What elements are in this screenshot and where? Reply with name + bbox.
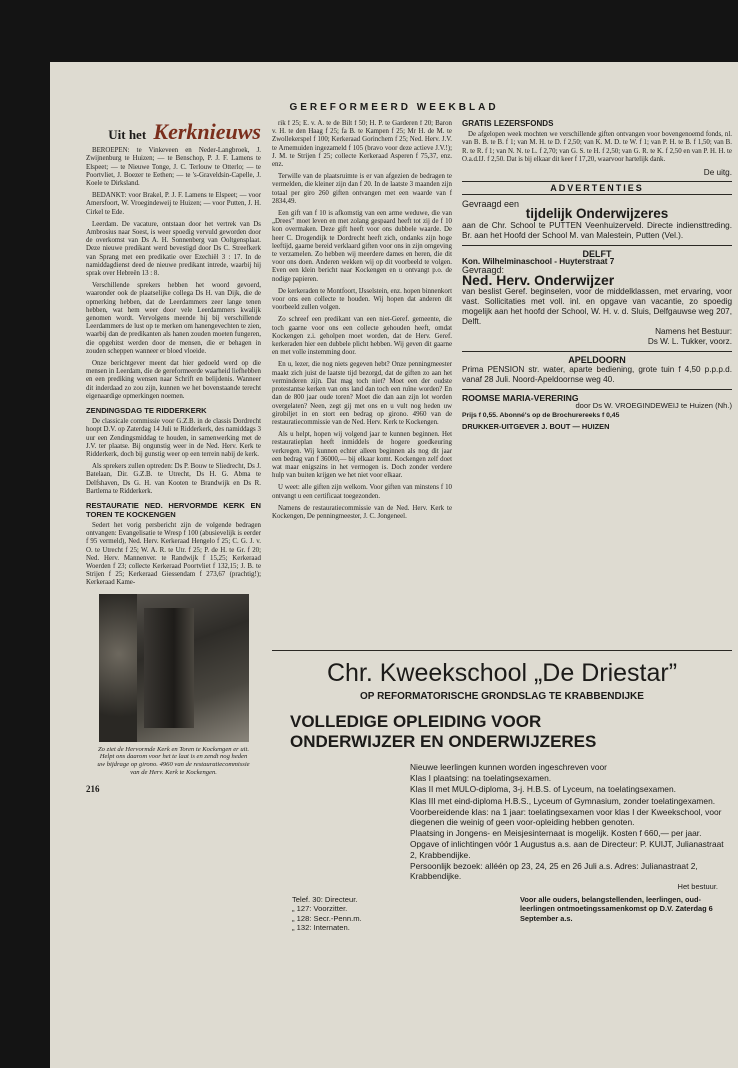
ad4-title: ROOMSE MARIA-VERERING	[462, 392, 579, 403]
leerdam-paragraph-3: Onze berichtgever meent dat hier gedoeld werd op die mensen in Leerdam, die de gereformeerde waarheid liefhebben en een prediking wensen naar Schrift en belijdenis. Wanneer dit inderdaad zo zou zijn, kunnen we het bovenstaande terecht eigenaardige opmerkingen noemen.	[86, 360, 261, 400]
detail-row: Voorbereidende klas: na 1 jaar: toelatingsexamen voor klas I der Kweekschool, voor diegenen die weinig of geen voor-opleiding hebben genoten.	[410, 806, 722, 828]
restauratie-paragraph-1: Sedert het vorig persbericht zijn de volgende bedragen ontvangen: Evangelisatie te Wresp f 100 (abusievelijk is eerder f 95 vermeld), Ned. Herv. Kerkeraad Hengelo f 25; C. G. J. v. O. te Utrecht f 25; W. A. R. te Utr. f 25; P. de H. te Gr. f 20; Ned. Herv. Mannenver. te Randwijk f 15,25; Kerkeraad Woerden f 23; collecte Kerkeraad Poortvliet f 132,15; J. B. te Strijen f 25; Kerkeraad Giessendam f 273,67 (prachtig!); Kerkeraad Kame-	[86, 521, 261, 587]
telephone-line: Telef. 30: Directeur.	[292, 895, 358, 905]
col2-paragraph-1: rik f 25; E. v. A. te de Bilt f 50; H. P. te Garderen f 20; Baron v. H. te den Haag f 25; fa B. te Kampen f 25; Mr H. de M. te Zwollekerspel f 100; Kerkeraad Gorinchem f 25; Ned. Herv. J.V. te Arnemuiden ingezameld f 105 (bravo voor deze actieve J.V.!); J. M. te Strijen f 25; collecte Kerkeraad Asperen f 75,37, enz. enz.	[272, 120, 452, 169]
ad4-author: door Ds W. VROEGINDEWEIJ te Huizen (Nh.)	[575, 400, 732, 410]
beroepen-paragraph: BEROEPEN: te Vinkeveen en Neder-Langbroek, J. Zwijnenburg te Huizen; — te Benschop, P. J. F. Lamens te Elspeet; — te Nieuwe Tonge, J. C. Terlouw te Otterlo; — te Poortvliet, J. Boezer te Eethen; — te 's-Graveldsin-Capelle, J. Koele te Dirksland.	[86, 147, 261, 188]
ad4-publisher: DRUKKER-UITGEVER J. BOUT — HUIZEN	[462, 422, 610, 432]
ad3-city: APELDOORN	[568, 355, 626, 366]
detail-row: Klas II met MULO-diploma, 3-j. H.B.S. of Lyceum, na toelatingsexamen.	[410, 784, 676, 795]
ad1-body: aan de Chr. School te PUTTEN Veenhuizerveld. Directe indiensttreding. Br. aan het Hoofd der School M. van Malestein, Putten (Vel.).	[462, 220, 732, 240]
detail-row: Klas I plaatsing: na toelatingsexamen.	[410, 773, 552, 784]
column-advertenties	[462, 120, 732, 640]
kweekschool-headline	[290, 712, 732, 752]
gratis-signature: De uitg.	[703, 168, 732, 178]
zendingsdag-heading: ZENDINGSDAG TE RIDDERKERK	[86, 406, 207, 416]
gratis-lezersfonds-paragraph: De afgelopen week mochten we verschillende giften ontvangen voor bovengenoemd fonds, nl. van B. B. te B. f 1; van M. H. te D. f 2,50; van K. M. D. te W. f 1; van P. H. te B. f 1,50; van B. R. te R. f 1; van N. N. te L. f 2,70; van G. S. te H. f 2,50; van G. R. te K. f 2,50 en van P. H. H. te O.a.d.IJ. f 2,50. Dat is bij elkaar dit keer f 17,20, waarvoor hartelijk dank.	[462, 131, 732, 163]
kweekschool-subtitle: OP REFORMATORISCHE GRONDSLAG TE KRABBENDIJKE	[360, 691, 644, 702]
kweekschool-details	[410, 762, 732, 881]
zendingsdag-paragraph-2: Als sprekers zullen optreden: Ds P. Bouw te Sliedrecht, Ds J. Batelaan, Dir. G.Z.B. te Utrecht, Ds H. G. Abma te Delfshaven, Ds G. H. van Kooten te Brandwijk en Ds R. Bartlema te Ridderkerk.	[86, 463, 261, 495]
col2-paragraph-3: Een gift van f 10 is afkomstig van een arme weduwe, die van „Drees” moet leven en met zolang gespaard heeft tot zij de f 10 kon overmaken. Deze gift heeft voor ons dubbele waarde. De heer C. Drogendijk te Dordrecht heeft zich, ondanks zijn hoge leeftijd, gaarne bereid verklaard giften voor ons in zijn omgeving te verzamelen. Zo hebben wij meerdere dames en heren, die dit voor ons doen. Anderen wekken wij op dit voorbeeld te volgen. Even een klein bericht naar Kockengen en u ontvangt p.o. de nodige papieren.	[272, 210, 452, 283]
kweekschool-footer	[272, 895, 732, 932]
section-masthead	[86, 120, 261, 144]
page-number: 216	[86, 783, 100, 794]
detail-row: Opgave of inlichtingen vóór 1 Augustus a.s. aan de Directeur: P. KUIJT, Julianastraat 2, Krabbendijke.	[410, 839, 724, 860]
kweekschool-bestuur: Het bestuur.	[677, 882, 718, 892]
ad2-title: Ned. Herv. Onderwijzer	[462, 272, 615, 289]
ad2-city: DELFT	[582, 248, 612, 259]
headline-line-1: VOLLEDIGE OPLEIDING VOOR	[290, 712, 542, 731]
tree-shape	[99, 594, 137, 742]
kweekschool-title: Chr. Kweekschool „De Driestar”	[326, 659, 678, 687]
leerdam-paragraph-2: Verschillende sprekers hebben het woord gevoerd, waaronder ook de plaatselijke collega Ds H. van Dijk, die de opmerking hebben, dat de Leerdammers zeer lange tenen hebben, wat hem weer door vele Leerdammers kwalijk genomen wordt. Vervolgens meende hij bij verschillende Leerdammers de lust op te merken om hanengevechten te zien, waarbij dan de predikanten als hanen zouden moeten fungeren, die opgehitst werden door de mensen, die er behagen in zouden scheppen wanneer er bloed vloeide.	[86, 282, 261, 355]
meeting-notice: Voor alle ouders, belangstellenden, leerlingen, oud-leerlingen ontmoetingssamenkomst op D.V. Zaterdag 6 September a.s.	[520, 895, 713, 923]
column-restauratie-continued	[272, 120, 452, 640]
restauratie-heading: RESTAURATIE NED. HERVORMDE KERK EN TOREN TE KOCKENGEN	[86, 500, 261, 519]
ad-divider	[462, 245, 732, 246]
ad2-body: van beslist Geref. beginselen, voor de middelklassen, met ervaring, voor vast. Sollicitaties met voll. inl. en opgave van vacantie, zo spoedig mogelijk aan het hoofd der School, W. H. v. d. Sluis, Delfgauwse weg 207, Delft.	[462, 287, 732, 327]
zendingsdag-paragraph-1: De classicale commissie voor G.Z.B. in de classis Dordrecht hoopt D.V. op Zaterdag 14 Juli te Ridderkerk, des namiddags 3 uur een Zendingsmiddag te houden, in samenwerking met de J.V. ter plaatse. Bij ongunstig weer in de Ned. Herv. Kerk te Ridderkerk, doch bij gunstig weer op een terrein nabij de kerk.	[86, 418, 261, 458]
ad2-school: Kon. Wilhelminaschool - Huyterstraat 7	[462, 256, 615, 266]
col2-paragraph-7: Als u helpt, hopen wij volgend jaar te kunnen beginnen. Het restauratieplan heeft inmiddels de hogere goedkeuring verkregen. Wij kunnen echter alleen beginnen als nog dit jaar een bedrag van f 36000,— bij elkaar komt. Kockengen zelf doet wat maar enigszins in het vermogen is. Doch zonder verdere hulp van buiten krijgen we het niet voor elkaar.	[272, 431, 452, 480]
column-kerknieuws	[86, 120, 261, 1050]
ad3-body: Prima PENSION str. water, aparte bediening, grote tuin f 4,50 p.p.p.d. vanaf 28 Juli. Noord-Apeldoornse weg 40.	[462, 364, 732, 384]
leerdam-paragraph-1: Leerdam. De vacature, ontstaan door het vertrek van Ds Ambrosius naar Soest, is weer spoedig vervuld geworden door de overkomst van Ds A. H. Sonnenberg van Ooltgensplaat. Deze nieuwe predikant werd bevestigd door Ds C. Streefkerk van Sprang met een predikatie over Ezechiël 3 : 17. In de namiddagdienst deed de nieuwe predikant intrede, waarbij hij sprak over Hebreën 13 : 8.	[86, 220, 261, 278]
masthead-script-title: Kerknieuws	[153, 120, 261, 144]
detail-row: Persoonlijk bezoek: alléén op 23, 24, 25 en 26 Juli a.s. Adres: Julianastraat 2, Krabbendijke.	[410, 860, 698, 882]
photo-caption: Zo ziet de Hervormde Kerk en Toren te Kockengen er uit. Helpt ons daarom voor het te laat is en zendt nog heden uw bijdrage op girono. 4960 van de restauratiecommissie van de Herv. Kerk te Kockengen.	[97, 745, 250, 776]
col2-paragraph-9: Namens de restauratiecommissie van de Ned. Herv. Kerk te Kockengen, De penningmeester, J. C. Jongeneel.	[272, 504, 452, 520]
telephone-line: „ 132: Internaten.	[292, 922, 350, 932]
col2-paragraph-8: U weet: alle giften zijn welkom. Voor giften van minstens f 10 ontvangt u een certificaat toegezonden.	[272, 484, 452, 500]
tower-shape	[144, 608, 194, 728]
ad4-price: Prijs f 0,55. Abonné's op de Brochurereeks f 0,45	[462, 412, 620, 420]
ad2-intro: Gevraagd:	[462, 265, 505, 276]
advertenties-band: ADVERTENTIES	[462, 181, 732, 195]
bedankt-paragraph: BEDANKT: voor Brakel, P. J. F. Lamens te Elspeet; — voor Amersfoort, W. Vroegindeweij te Huizen; — voor Putten, J. H. Cirkel te Ede.	[86, 192, 261, 216]
col2-paragraph-5: Zo schreef een predikant van een niet-Geref. gemeente, die toch gaarne voor ons een collecte gehouden heeft, omdat Kockengen z.i. geholpen moet worden, dat de Herv. Geref. kerkeraden hier een dubbele plicht hebben. Wij geven dit gaarne en met volle instemming door.	[272, 316, 452, 357]
ad2-signature-1: Namens het Bestuur:	[655, 327, 732, 337]
telephone-list	[292, 895, 362, 932]
ad1-title: tijdelijk Onderwijzeres	[525, 206, 669, 222]
ad-divider	[462, 389, 732, 390]
col2-paragraph-4: De kerkeraden te Montfoort, IJsselstein, enz. hopen binnenkort voor ons een collecte te houden. Wij hopen dat anderen dit voorbeeld zullen volgen.	[272, 287, 452, 312]
ad1-intro: Gevraagd een	[462, 199, 520, 210]
col2-paragraph-6: En u, lezer, die nog niets gegeven hebt? Onze penningmeester maakt zich juist de laatste tijd bezorgd, dat de giften zo aan het verminderen zijn. Dat mag toch niet? Moet een der oudste protestantse kerken van ons land dan toch een ruïne worden? En dan de 800 jaar oude toren? Moet die dan aan zijn lot worden overgelaten? Neen, zegt gij met ons en u vult nog heden uw girobiljet in en stort een bedrag op girono. 4960 van de restauratiecommissie van de Ned. Herv. Kerk te Kockengen.	[272, 361, 452, 426]
detail-row: Plaatsing in Jongens- en Meisjesinternaat is mogelijk. Kosten f 660,— per jaar.	[410, 828, 702, 839]
headline-line-2: ONDERWIJZER EN ONDERWIJZERES	[290, 732, 597, 751]
church-tower-photo	[99, 594, 249, 742]
gratis-lezersfonds-heading: GRATIS LEZERSFONDS	[462, 120, 554, 128]
kweekschool-advertisement	[272, 650, 732, 1059]
telephone-line: „ 128: Secr.-Penn.m.	[292, 913, 362, 923]
running-header: GEREFORMEERD WEEKBLAD	[289, 102, 499, 113]
newspaper-page	[50, 62, 738, 1068]
masthead-prefix: Uit het	[108, 127, 147, 142]
ad2-signature-2: Ds W. L. Tukker, voorz.	[647, 337, 732, 347]
col2-paragraph-2: Terwille van de plaatsruimte is er van afgezien de bedragen te vermelden, die kleiner zijn dan f 20. In de laatste 3 maanden zijn totaal per giro 260 giften ontvangen met een waarde van f 2834,49.	[272, 173, 452, 205]
detail-row: Nieuwe leerlingen kunnen worden ingeschreven voor	[410, 762, 607, 772]
telephone-line: „ 127: Voorzitter.	[292, 904, 348, 914]
detail-row: Klas III met eind-diploma H.B.S., Lyceum of Gymnasium, zonder toelatingexamen.	[410, 795, 716, 806]
ad-divider	[462, 351, 732, 352]
